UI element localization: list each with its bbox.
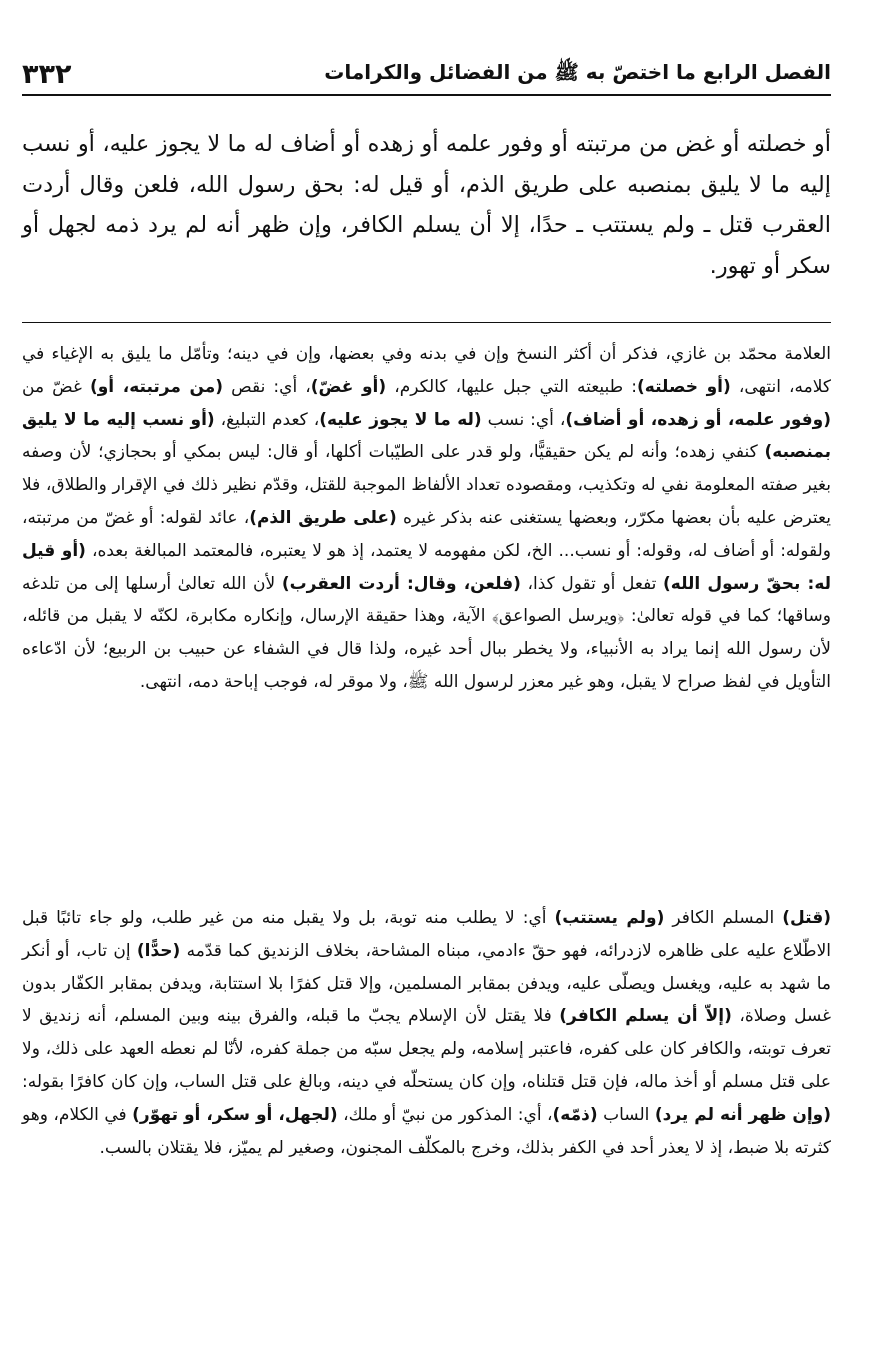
quoted-phrase: (وفور علمه، أو زهده، أو أضاف)	[565, 409, 832, 430]
quoted-phrase: (فلعن، وقال: أردت العقرب)	[281, 573, 521, 594]
quoted-phrase: (أو خصلته)	[637, 376, 731, 397]
commentary-text: المسلم الكافر	[664, 908, 783, 928]
commentary-text: ، أي: نسب	[481, 409, 566, 430]
quoted-phrase: (ولم يستتب)	[554, 908, 665, 928]
quoted-phrase: (له ما لا يجوز عليه)	[319, 409, 482, 430]
commentary-text: الساب	[597, 1104, 655, 1125]
commentary-text: فلا يقتل لأن الإسلام يجبّ ما قبله، والفرق بينه وبين المسلم، أنه زنديق لا تعرف توبته، والكافر كان على كفره، فاعتبر إسلامه، ولم يجعل سبّه من جملة كفره، لأنّا لم نعطه العهد على ذلك، ولا على قتل مسلم أو أخذ ماله، فإن قتل قتلناه، وإن كان يستحلّه في دينه، وبالغ على قتل الساب، وإن كان كافرًا بقوله:	[22, 1006, 831, 1092]
commentary-text: ، أي: نقص	[223, 376, 311, 397]
commentary-text: غضّ من	[22, 376, 90, 397]
main-text-paragraph: أو خصلته أو غض من مرتبته أو وفور علمه أو زهده أو أضاف له ما لا يجوز عليه، أو نسب إليه ما لا يليق بمنصبه على طريق الذم، أو قيل له: بحق رسول الله، فلعن وقال أردت العقرب قتل ـ ولم يستتب ـ حدًا، إلا أن يسلم الكافر، وإن ظهر أنه لم يرد ذمه لجهل أو سكر أو تهور.	[22, 131, 831, 279]
commentary-paragraph-2	[22, 902, 831, 1164]
quoted-phrase: (لجهل، أو سكر، أو تهوّر)	[132, 1104, 338, 1125]
commentary-text: إن تاب، أو أنكر ما شهد به عليه، ويغسل ويصلّى عليه، ويدفن بمقابر المسلمين، وإلا قتل كفرًا بلا استتابة، ويدفن بمقابر الكفّار بدون غسل وصلاة،	[22, 940, 832, 1027]
commentary-text: ، عائد لقوله: أو غضّ من مرتبته، ولقوله: أو أضاف له، وقوله: أو نسب... الخ، لكن مفهومه لا يعتمد، إذ هو لا يعتبره، فالمعتمد المبالغة بعده،	[22, 507, 832, 561]
quoted-phrase: (على طريق الذم)	[249, 507, 397, 528]
quoted-phrase: (أو نسب إليه ما لا يليق بمنصبه)	[22, 409, 831, 463]
commentary-text: ، أي: المذكور من نبيّ أو ملك،	[337, 1104, 553, 1125]
commentary-text: أي: لا يطلب منه توبة، بل ولا يقبل منه من غير طلب، ولو جاء تائبًا قبل الاطّلاع عليه على ظاهره لازدرائه، فهو حقّ ءادمي، مبناه المشاحة، بخلاف الزنديق كما قدّمه	[22, 908, 831, 961]
page-number: ٣٣٢	[22, 58, 72, 90]
commentary-text: كنفي زهده؛ وأنه لم يكن حقيقيًّا، ولو قدر على الطيّبات أكلها، أو قال: ليس بمكي أو بحجازي؛ لأن وصفه بغير صفته المعلومة نفي له وتكذيب، ومقصوده تعداد الألفاظ الموجبة للقتل، وقدّم نظير ذلك في الإقرار والطلاق، فلا يعترض عليه بأن بعضها مكرّر، وبعضها يستغنى عنه بذكر غيره	[22, 442, 831, 528]
quoted-phrase: (من مرتبته، أو)	[89, 376, 224, 397]
page-header	[22, 54, 831, 96]
commentary-paragraph-1	[22, 338, 831, 699]
quoted-phrase: (قتل)	[782, 908, 831, 928]
footnote-separator	[22, 322, 831, 323]
quoted-phrase: (أو قيل له: بحقّ رسول الله)	[22, 540, 832, 594]
commentary-text: : طبيعته التي جبل عليها، كالكرم،	[386, 376, 638, 397]
quoted-phrase: (ذمّه)	[552, 1104, 598, 1125]
running-title: الفصل الرابع ما اختصّ به ﷺ من الفضائل والكرامات	[324, 59, 831, 84]
quoted-phrase: (حدًّا)	[136, 940, 181, 961]
commentary-text: لأن الله تعالىٰ أرسلها إلى من تلدغه وساقها؛ كما في قوله تعالىٰ: ﴿ويرسل الصواعق﴾ الآية، وهذا حقيقة الإرسال، وإنكاره مكابرة، لكنّه لا يقبل من قائله، لأن رسول الله إنما يراد به الأنبياء، ولا يخطر ببال أحد غيره، ولذا قال في الشفاء عن حبيب بن الربيع؛ لأن ادّعاءه التأويل في لفظ صراح لا يقبل، وهو غير معزر لرسول الله ﷺ، ولا موقر له، فوجب إباحة دمه، انتهى.	[22, 573, 831, 692]
quoted-phrase: (إلاّ أن يسلم الكافر)	[559, 1006, 732, 1027]
quoted-phrase: (وإن ظهر أنه لم يرد)	[654, 1104, 832, 1125]
commentary-text: ، كعدم التبليغ،	[214, 409, 320, 430]
quoted-phrase: (أو غضّ)	[310, 376, 387, 397]
commentary-text: العلامة محمّد بن غازي، فذكر أن أكثر النسخ وإن في بدنه وفي بعضها، وإن في دينه؛ وتأمّل ما يليق به الإغياء في كلامه، انتهى،	[22, 344, 831, 397]
commentary-text: تفعل أو تقول كذا،	[520, 573, 664, 594]
commentary-text: في الكلام، وهو كثرته بلا ضبط، إذ لا يعذر أحد في الكفر بذلك، وخرج بالمكلّف المجنون، وصغير لم يميّز، فلا يقتلان بالسب.	[22, 1104, 831, 1158]
